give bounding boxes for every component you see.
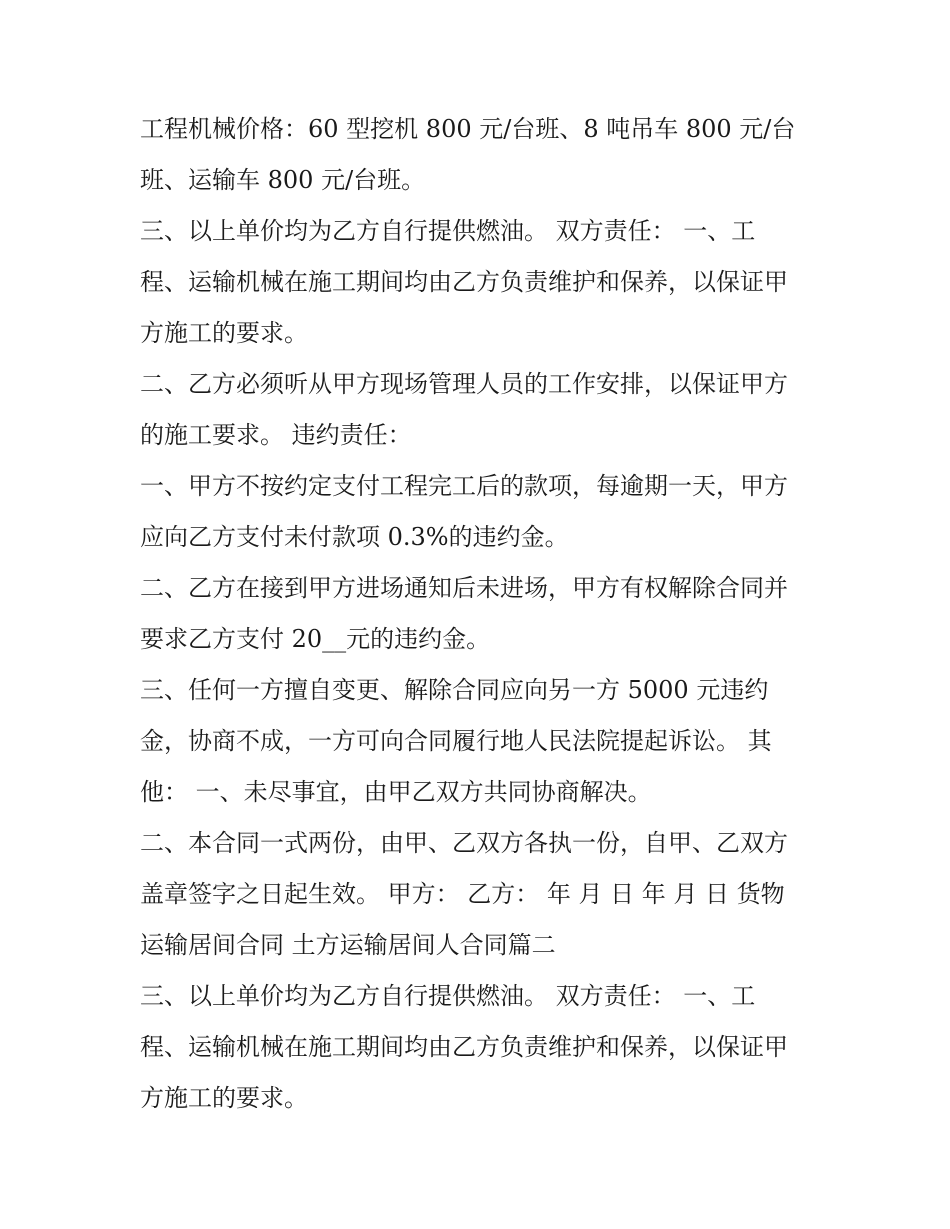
contract-text-body [140, 104, 820, 1124]
text-line: 方施工的要求。 [140, 1084, 308, 1112]
text-line: 盖章签字之日起生效。 甲方： 乙方： 年 月 日 年 月 日 货物 [140, 880, 785, 908]
text-line: 工程机械价格：60 型挖机 800 元/台班、8 吨吊车 800 元/台 [140, 115, 796, 143]
text-line: 三、以上单价均为乙方自行提供燃油。 双方责任： 一、工 [140, 217, 756, 245]
text-line: 他： 一、未尽事宜，由甲乙双方共同协商解决。 [140, 778, 652, 806]
text-line: 程、运输机械在施工期间均由乙方负责维护和保养，以保证甲 [140, 1033, 788, 1061]
text-line: 三、以上单价均为乙方自行提供燃油。 双方责任： 一、工 [140, 982, 756, 1010]
text-line: 要求乙方支付 20__元的违约金。 [140, 625, 491, 653]
text-line: 程、运输机械在施工期间均由乙方负责维护和保养，以保证甲 [140, 268, 788, 296]
text-line: 应向乙方支付未付款项 0.3%的违约金。 [140, 523, 569, 551]
text-line: 的施工要求。 违约责任： [140, 421, 412, 449]
text-line: 二、乙方在接到甲方进场通知后未进场，甲方有权解除合同并 [140, 574, 788, 602]
text-line: 二、本合同一式两份，由甲、乙双方各执一份，自甲、乙双方 [140, 829, 788, 857]
text-line: 二、乙方必须听从甲方现场管理人员的工作安排，以保证甲方 [140, 370, 788, 398]
text-line: 一、甲方不按约定支付工程完工后的款项，每逾期一天，甲方 [140, 472, 788, 500]
text-line: 运输居间合同 土方运输居间人合同篇二 [140, 931, 556, 959]
text-line: 方施工的要求。 [140, 319, 308, 347]
text-line: 班、运输车 800 元/台班。 [140, 166, 426, 194]
text-line: 三、任何一方擅自变更、解除合同应向另一方 5000 元违约 [140, 676, 769, 704]
text-line: 金，协商不成，一方可向合同履行地人民法院提起诉讼。 其 [140, 727, 772, 755]
